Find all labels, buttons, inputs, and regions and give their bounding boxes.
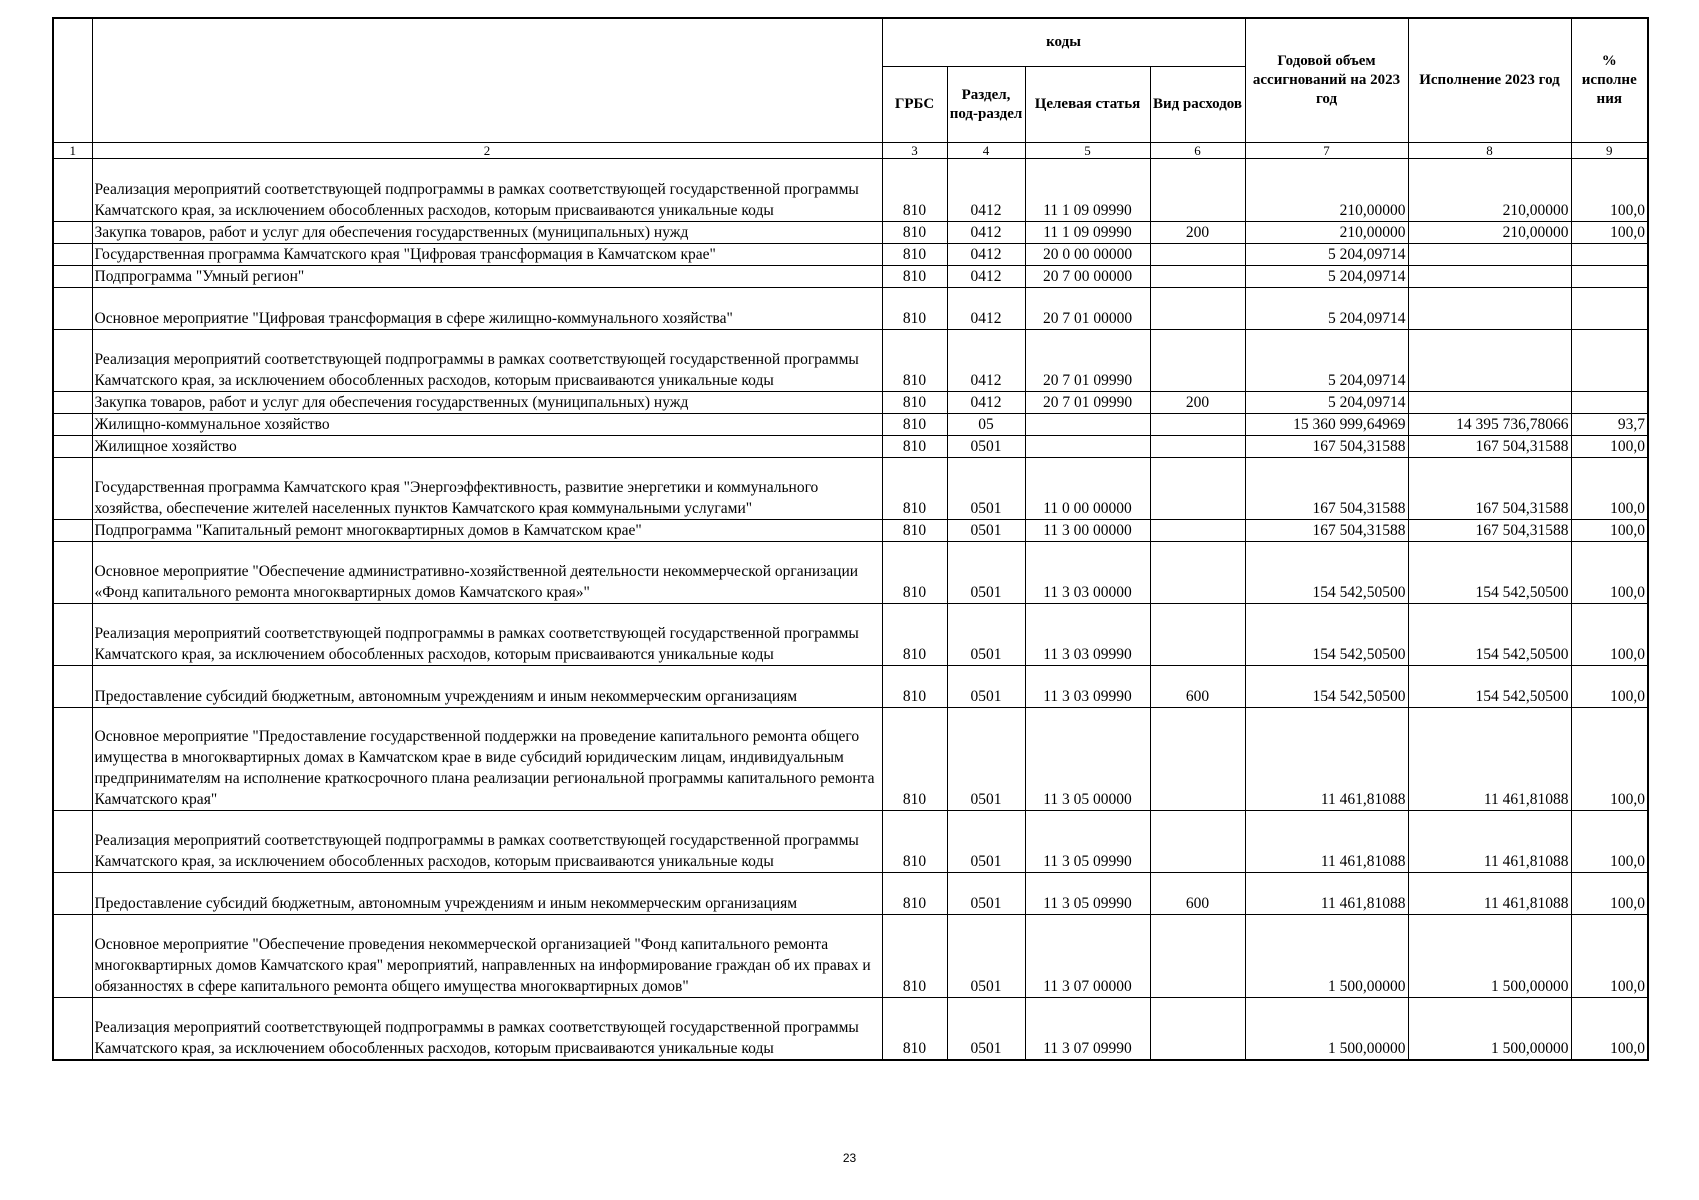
row-number-cell	[53, 330, 92, 392]
table-row	[53, 811, 1648, 873]
row-section: 0412	[947, 330, 1025, 392]
row-percent: 100,0	[1571, 708, 1648, 811]
row-annual-volume: 210,00000	[1245, 159, 1408, 222]
header-grbs: ГРБС	[882, 67, 947, 143]
row-execution	[1408, 266, 1571, 288]
row-name: Подпрограмма "Капитальный ремонт многоквартирных домов в Камчатском крае"	[92, 520, 882, 542]
row-number-cell	[53, 244, 92, 266]
table-row	[53, 159, 1648, 222]
row-execution: 210,00000	[1408, 159, 1571, 222]
row-expense-type	[1150, 708, 1245, 811]
row-expense-type: 200	[1150, 222, 1245, 244]
row-section: 0501	[947, 998, 1025, 1060]
row-name: Реализация мероприятий соответствующей подпрограммы в рамках соответствующей государственной программы Камчатского края, за исключением обособленных расходов, которым присваиваются уникальные коды	[92, 330, 882, 392]
row-percent	[1571, 244, 1648, 266]
table-row	[53, 542, 1648, 604]
row-name: Жилищное хозяйство	[92, 436, 882, 458]
row-annual-volume: 154 542,50500	[1245, 666, 1408, 708]
row-execution	[1408, 392, 1571, 414]
row-name: Предоставление субсидий бюджетным, автономным учреждениям и иным некоммерческим организациям	[92, 873, 882, 915]
header-blank-number	[53, 18, 92, 143]
row-expense-type	[1150, 436, 1245, 458]
row-number-cell	[53, 604, 92, 666]
row-target-article: 20 7 01 09990	[1025, 330, 1150, 392]
row-annual-volume: 5 204,09714	[1245, 266, 1408, 288]
col-num-7: 7	[1245, 143, 1408, 159]
row-section: 0501	[947, 542, 1025, 604]
table-row	[53, 436, 1648, 458]
row-grbs: 810	[882, 266, 947, 288]
row-name: Государственная программа Камчатского края "Энергоэффективность, развитие энергетики и коммунального хозяйства, обеспечение жителей населенных пунктов Камчатского края коммунальными услугами"	[92, 458, 882, 520]
row-percent: 100,0	[1571, 436, 1648, 458]
row-name: Реализация мероприятий соответствующей подпрограммы в рамках соответствующей государственной программы Камчатского края, за исключением обособленных расходов, которым присваиваются уникальные коды	[92, 604, 882, 666]
row-target-article: 11 3 03 00000	[1025, 542, 1150, 604]
row-section: 0412	[947, 266, 1025, 288]
row-percent	[1571, 266, 1648, 288]
row-section: 05	[947, 414, 1025, 436]
row-expense-type: 600	[1150, 873, 1245, 915]
row-name: Основное мероприятие "Обеспечение административно-хозяйственной деятельности некоммерческой организации «Фонд капитального ремонта многоквартирных домов Камчатского края»"	[92, 542, 882, 604]
col-num-6: 6	[1150, 143, 1245, 159]
row-expense-type	[1150, 998, 1245, 1060]
row-target-article: 11 3 03 09990	[1025, 604, 1150, 666]
row-annual-volume: 11 461,81088	[1245, 811, 1408, 873]
col-num-5: 5	[1025, 143, 1150, 159]
row-percent: 100,0	[1571, 458, 1648, 520]
row-grbs: 810	[882, 811, 947, 873]
row-target-article: 20 7 01 00000	[1025, 288, 1150, 330]
row-target-article: 11 1 09 09990	[1025, 222, 1150, 244]
row-execution	[1408, 330, 1571, 392]
row-percent: 100,0	[1571, 998, 1648, 1060]
row-annual-volume: 1 500,00000	[1245, 915, 1408, 998]
row-annual-volume: 5 204,09714	[1245, 392, 1408, 414]
row-annual-volume: 15 360 999,64969	[1245, 414, 1408, 436]
row-number-cell	[53, 542, 92, 604]
row-expense-type	[1150, 520, 1245, 542]
row-section: 0501	[947, 915, 1025, 998]
row-expense-type	[1150, 159, 1245, 222]
row-expense-type	[1150, 244, 1245, 266]
row-grbs: 810	[882, 666, 947, 708]
header-codes: коды	[882, 18, 1245, 67]
row-number-cell	[53, 392, 92, 414]
row-number-cell	[53, 222, 92, 244]
row-grbs: 810	[882, 915, 947, 998]
row-expense-type	[1150, 414, 1245, 436]
row-expense-type: 600	[1150, 666, 1245, 708]
table-row	[53, 998, 1648, 1060]
row-target-article: 11 3 05 00000	[1025, 708, 1150, 811]
row-section: 0501	[947, 436, 1025, 458]
row-target-article	[1025, 414, 1150, 436]
col-num-1: 1	[53, 143, 92, 159]
row-expense-type	[1150, 915, 1245, 998]
row-number-cell	[53, 666, 92, 708]
row-execution: 167 504,31588	[1408, 436, 1571, 458]
row-target-article	[1025, 436, 1150, 458]
table-row	[53, 414, 1648, 436]
row-percent	[1571, 392, 1648, 414]
row-execution: 154 542,50500	[1408, 604, 1571, 666]
row-section: 0412	[947, 392, 1025, 414]
row-percent: 100,0	[1571, 915, 1648, 998]
col-num-3: 3	[882, 143, 947, 159]
header-percent: % исполне ния	[1571, 18, 1648, 143]
row-number-cell	[53, 915, 92, 998]
row-annual-volume: 5 204,09714	[1245, 330, 1408, 392]
row-percent: 100,0	[1571, 873, 1648, 915]
row-annual-volume: 11 461,81088	[1245, 873, 1408, 915]
row-number-cell	[53, 811, 92, 873]
row-execution	[1408, 288, 1571, 330]
row-section: 0501	[947, 708, 1025, 811]
row-grbs: 810	[882, 330, 947, 392]
table-row	[53, 873, 1648, 915]
table-row	[53, 244, 1648, 266]
row-grbs: 810	[882, 708, 947, 811]
row-section: 0412	[947, 244, 1025, 266]
header-target-article: Целевая статья	[1025, 67, 1150, 143]
row-percent: 100,0	[1571, 604, 1648, 666]
row-section: 0501	[947, 604, 1025, 666]
row-grbs: 810	[882, 244, 947, 266]
table-row	[53, 266, 1648, 288]
row-grbs: 810	[882, 159, 947, 222]
budget-table	[52, 17, 1649, 1061]
table-row	[53, 604, 1648, 666]
row-expense-type: 200	[1150, 392, 1245, 414]
row-expense-type	[1150, 458, 1245, 520]
row-grbs: 810	[882, 873, 947, 915]
column-number-row	[53, 143, 1648, 159]
row-number-cell	[53, 520, 92, 542]
row-number-cell	[53, 458, 92, 520]
row-percent: 100,0	[1571, 542, 1648, 604]
row-annual-volume: 167 504,31588	[1245, 436, 1408, 458]
row-execution: 167 504,31588	[1408, 458, 1571, 520]
row-number-cell	[53, 266, 92, 288]
table-row	[53, 392, 1648, 414]
header-blank-name	[92, 18, 882, 143]
row-target-article: 11 3 03 09990	[1025, 666, 1150, 708]
row-execution: 154 542,50500	[1408, 666, 1571, 708]
row-execution: 1 500,00000	[1408, 998, 1571, 1060]
table-row	[53, 666, 1648, 708]
row-number-cell	[53, 414, 92, 436]
row-name: Жилищно-коммунальное хозяйство	[92, 414, 882, 436]
row-target-article: 11 1 09 09990	[1025, 159, 1150, 222]
table-row	[53, 458, 1648, 520]
row-target-article: 11 3 07 00000	[1025, 915, 1150, 998]
row-grbs: 810	[882, 414, 947, 436]
row-annual-volume: 210,00000	[1245, 222, 1408, 244]
row-grbs: 810	[882, 436, 947, 458]
row-execution: 210,00000	[1408, 222, 1571, 244]
row-number-cell	[53, 288, 92, 330]
row-grbs: 810	[882, 458, 947, 520]
row-section: 0412	[947, 159, 1025, 222]
row-execution: 11 461,81088	[1408, 708, 1571, 811]
row-target-article: 20 0 00 00000	[1025, 244, 1150, 266]
row-name: Реализация мероприятий соответствующей подпрограммы в рамках соответствующей государственной программы Камчатского края, за исключением обособленных расходов, которым присваиваются уникальные коды	[92, 159, 882, 222]
row-number-cell	[53, 873, 92, 915]
row-grbs: 810	[882, 998, 947, 1060]
page-number: 23	[842, 1151, 857, 1165]
row-annual-volume: 167 504,31588	[1245, 458, 1408, 520]
row-target-article: 11 3 05 09990	[1025, 873, 1150, 915]
row-percent	[1571, 288, 1648, 330]
row-name: Основное мероприятие "Предоставление государственной поддержки на проведение капитального ремонта общего имущества в многоквартирных домах в Камчатском крае в виде субсидий юридическим лицам, индивидуальным предпринимателям на исполнение краткосрочного плана реализации региональной программы капитального ремонта Камчатского края"	[92, 708, 882, 811]
row-name: Государственная программа Камчатского края "Цифровая трансформация в Камчатском крае"	[92, 244, 882, 266]
row-name: Закупка товаров, работ и услуг для обеспечения государственных (муниципальных) нужд	[92, 392, 882, 414]
table-row	[53, 520, 1648, 542]
row-execution: 11 461,81088	[1408, 811, 1571, 873]
row-percent: 100,0	[1571, 811, 1648, 873]
row-percent: 100,0	[1571, 520, 1648, 542]
row-grbs: 810	[882, 604, 947, 666]
row-grbs: 810	[882, 542, 947, 604]
col-num-9: 9	[1571, 143, 1648, 159]
row-target-article: 20 7 00 00000	[1025, 266, 1150, 288]
row-annual-volume: 154 542,50500	[1245, 604, 1408, 666]
row-grbs: 810	[882, 288, 947, 330]
row-section: 0501	[947, 666, 1025, 708]
row-percent: 93,7	[1571, 414, 1648, 436]
row-annual-volume: 5 204,09714	[1245, 244, 1408, 266]
row-expense-type	[1150, 542, 1245, 604]
row-expense-type	[1150, 266, 1245, 288]
col-num-4: 4	[947, 143, 1025, 159]
row-percent: 100,0	[1571, 666, 1648, 708]
row-name: Основное мероприятие "Обеспечение проведения некоммерческой организацией "Фонд капитального ремонта многоквартирных домов Камчатского края" мероприятий, направленных на информирование граждан об их правах и обязанностях в сфере капитального ремонта общего имущества многоквартирных домов"	[92, 915, 882, 998]
row-expense-type	[1150, 330, 1245, 392]
row-section: 0501	[947, 520, 1025, 542]
row-grbs: 810	[882, 392, 947, 414]
row-name: Закупка товаров, работ и услуг для обеспечения государственных (муниципальных) нужд	[92, 222, 882, 244]
row-target-article: 11 3 05 09990	[1025, 811, 1150, 873]
row-expense-type	[1150, 604, 1245, 666]
row-annual-volume: 154 542,50500	[1245, 542, 1408, 604]
row-execution: 154 542,50500	[1408, 542, 1571, 604]
row-section: 0501	[947, 873, 1025, 915]
row-grbs: 810	[882, 222, 947, 244]
row-execution: 11 461,81088	[1408, 873, 1571, 915]
row-number-cell	[53, 708, 92, 811]
table-row	[53, 708, 1648, 811]
header-annual-volume: Годовой объем ассигнований на 2023 год	[1245, 18, 1408, 143]
row-annual-volume: 5 204,09714	[1245, 288, 1408, 330]
header-execution: Исполнение 2023 год	[1408, 18, 1571, 143]
row-annual-volume: 1 500,00000	[1245, 998, 1408, 1060]
row-number-cell	[53, 159, 92, 222]
row-percent: 100,0	[1571, 159, 1648, 222]
row-target-article: 11 3 07 09990	[1025, 998, 1150, 1060]
row-number-cell	[53, 998, 92, 1060]
row-name: Основное мероприятие "Цифровая трансформация в сфере жилищно-коммунального хозяйства"	[92, 288, 882, 330]
header-expense-type: Вид расходов	[1150, 67, 1245, 143]
header-section: Раздел, под-раздел	[947, 67, 1025, 143]
col-num-8: 8	[1408, 143, 1571, 159]
table-row	[53, 222, 1648, 244]
row-percent	[1571, 330, 1648, 392]
row-expense-type	[1150, 811, 1245, 873]
row-section: 0412	[947, 288, 1025, 330]
row-name: Предоставление субсидий бюджетным, автономным учреждениям и иным некоммерческим организациям	[92, 666, 882, 708]
row-name: Реализация мероприятий соответствующей подпрограммы в рамках соответствующей государственной программы Камчатского края, за исключением обособленных расходов, которым присваиваются уникальные коды	[92, 998, 882, 1060]
row-annual-volume: 167 504,31588	[1245, 520, 1408, 542]
row-target-article: 20 7 01 09990	[1025, 392, 1150, 414]
row-execution: 167 504,31588	[1408, 520, 1571, 542]
table-row	[53, 915, 1648, 998]
row-execution: 1 500,00000	[1408, 915, 1571, 998]
row-percent: 100,0	[1571, 222, 1648, 244]
row-execution: 14 395 736,78066	[1408, 414, 1571, 436]
col-num-2: 2	[92, 143, 882, 159]
row-section: 0501	[947, 458, 1025, 520]
row-execution	[1408, 244, 1571, 266]
row-expense-type	[1150, 288, 1245, 330]
row-name: Реализация мероприятий соответствующей подпрограммы в рамках соответствующей государственной программы Камчатского края, за исключением обособленных расходов, которым присваиваются уникальные коды	[92, 811, 882, 873]
row-section: 0412	[947, 222, 1025, 244]
table-row	[53, 330, 1648, 392]
row-target-article: 11 3 00 00000	[1025, 520, 1150, 542]
row-name: Подпрограмма "Умный регион"	[92, 266, 882, 288]
row-annual-volume: 11 461,81088	[1245, 708, 1408, 811]
row-section: 0501	[947, 811, 1025, 873]
row-number-cell	[53, 436, 92, 458]
row-grbs: 810	[882, 520, 947, 542]
table-row	[53, 288, 1648, 330]
row-target-article: 11 0 00 00000	[1025, 458, 1150, 520]
